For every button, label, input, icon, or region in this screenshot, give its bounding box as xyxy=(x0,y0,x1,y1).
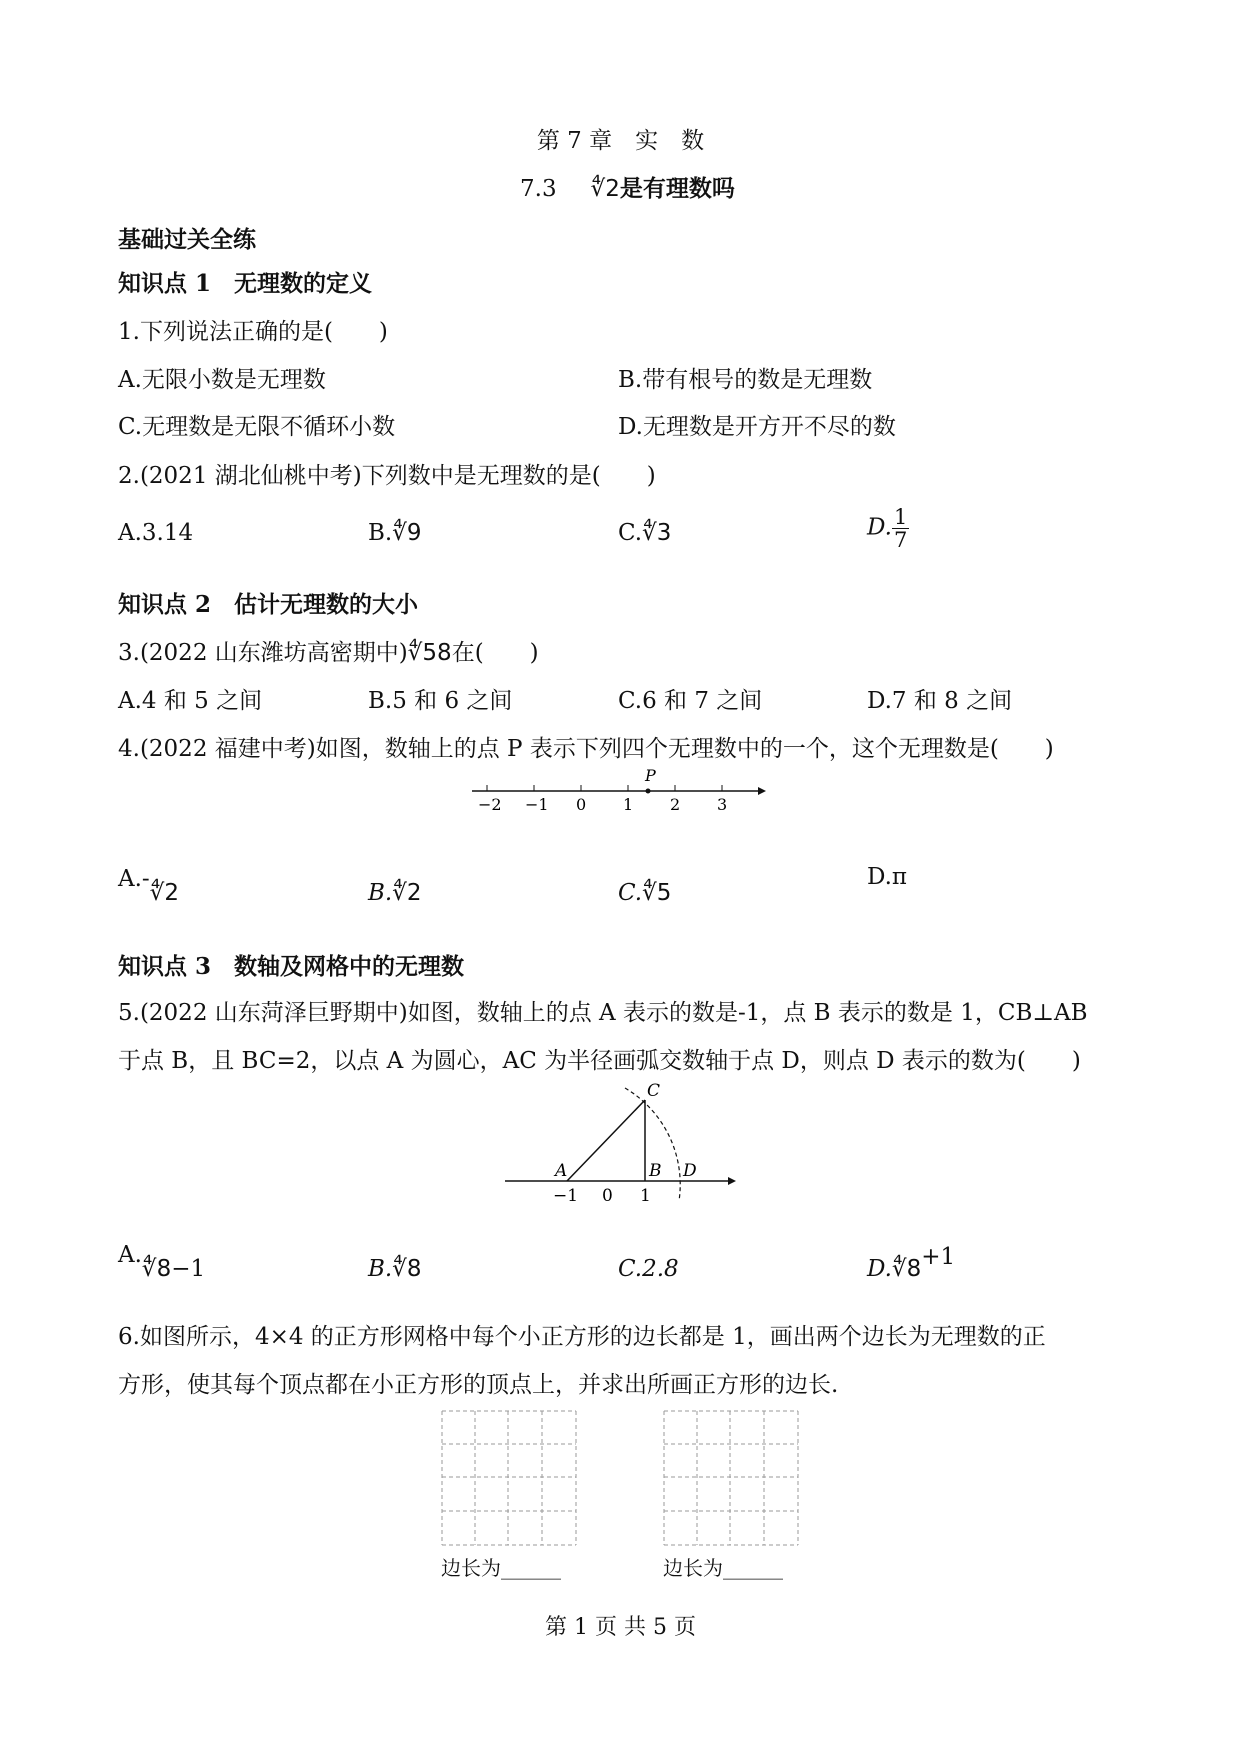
q2-option-b-radical: ∜9 xyxy=(392,520,422,546)
q2-option-d-fraction xyxy=(892,506,909,551)
q1-option-b[interactable]: B.带有根号的数是无理数 xyxy=(618,367,873,393)
q5-option-d-suffix: +1 xyxy=(921,1244,956,1270)
segment-ac xyxy=(567,1100,645,1181)
q4-option-b[interactable] xyxy=(368,880,422,906)
q4-option-a[interactable] xyxy=(118,866,179,906)
tick-label: 0 xyxy=(576,795,587,814)
q3-option-b[interactable]: B.5 和 6 之间 xyxy=(368,688,513,714)
chapter-title: 第 7 章 实 数 xyxy=(536,128,705,154)
q5-stem-line-2: 于点 B，且 BC=2，以点 A 为圆心，AC 为半径画弧交数轴于点 D，则点 D 表示的数为( ) xyxy=(118,1048,1081,1074)
q6-grid-left xyxy=(441,1410,577,1546)
q1-option-a[interactable]: A.无限小数是无理数 xyxy=(118,367,326,393)
fraction-numerator: 1 xyxy=(893,505,908,529)
q5-option-b[interactable] xyxy=(368,1256,422,1282)
q2-option-c-radical: ∜3 xyxy=(642,520,672,546)
q6-caption-left[interactable]: 边长为______ xyxy=(441,1556,561,1580)
q6-grid-right xyxy=(663,1410,799,1546)
q5-option-c-text: C.2.8 xyxy=(618,1256,679,1282)
q5-stem-line-1: 5.(2022 山东菏泽巨野期中)如图，数轴上的点 A 表示的数是-1，点 B 表示的数是 1，CB⊥AB xyxy=(118,1000,1088,1026)
q3-stem xyxy=(118,634,539,667)
point-d-label: D xyxy=(683,1161,697,1181)
q4-option-c[interactable] xyxy=(618,880,671,906)
tick-label: 2 xyxy=(670,795,681,814)
q5-option-b-letter: B. xyxy=(368,1256,393,1282)
q5-option-c[interactable] xyxy=(618,1256,679,1282)
q4-option-d[interactable]: D.π xyxy=(867,864,908,890)
q4-option-c-letter: C. xyxy=(618,880,643,906)
tick-label: 1 xyxy=(640,1186,651,1206)
q5-option-d-letter: D. xyxy=(867,1256,892,1282)
number-line-arrow xyxy=(758,787,766,795)
point-b-label: B xyxy=(649,1161,662,1181)
q4-option-c-radical: ∜5 xyxy=(642,880,672,906)
point-p-label: P xyxy=(645,766,656,785)
block-title: 基础过关全练 xyxy=(118,226,256,253)
page-footer: 第 1 页 共 5 页 xyxy=(545,1615,696,1640)
q2-option-d[interactable] xyxy=(867,506,909,551)
q5-option-a-suffix: −1 xyxy=(171,1256,206,1282)
q4-option-a-letter: A.- xyxy=(118,866,150,892)
arc-from-c xyxy=(625,1088,680,1201)
q1-option-c[interactable]: C.无理数是无限不循环小数 xyxy=(118,414,396,440)
knowledge-point-3: 知识点 3 数轴及网格中的无理数 xyxy=(118,953,465,980)
q4-stem: 4.(2022 福建中考)如图，数轴上的点 P 表示下列四个无理数中的一个，这个无理数是( ) xyxy=(118,736,1054,762)
q4-option-b-letter: B. xyxy=(368,880,393,906)
tick-label: 0 xyxy=(602,1186,613,1206)
section-title xyxy=(520,170,735,203)
q3-stem-radical: ∜58 xyxy=(407,640,452,666)
knowledge-point-2: 知识点 2 估计无理数的大小 xyxy=(118,591,419,618)
q3-option-d[interactable]: D.7 和 8 之间 xyxy=(867,688,1013,714)
tick-label: −1 xyxy=(553,1186,579,1206)
q3-stem-tail: 在( ) xyxy=(451,640,539,666)
q5-option-b-radical: ∜8 xyxy=(392,1256,422,1282)
tick-label: −2 xyxy=(478,795,502,814)
q5-option-a-radical: ∜8 xyxy=(141,1256,172,1282)
q2-stem: 2.(2021 湖北仙桃中考)下列数中是无理数的是( ) xyxy=(118,463,656,489)
tick-label: −1 xyxy=(525,795,549,814)
q6-stem-line-2: 方形，使其每个顶点都在小正方形的顶点上，并求出所画正方形的边长. xyxy=(118,1372,839,1398)
q2-option-b[interactable] xyxy=(368,520,422,546)
q5-option-a[interactable] xyxy=(118,1242,206,1282)
q2-option-d-letter: D. xyxy=(867,514,892,541)
point-c-label: C xyxy=(647,1081,661,1101)
q5-option-d-radical: ∜8 xyxy=(891,1256,922,1282)
q1-option-d[interactable]: D.无理数是开方开不尽的数 xyxy=(618,414,896,440)
number-line-arrow xyxy=(728,1177,736,1185)
q4-option-a-radical: ∜2 xyxy=(149,880,179,906)
q3-option-c[interactable]: C.6 和 7 之间 xyxy=(618,688,763,714)
knowledge-point-1: 知识点 1 无理数的定义 xyxy=(118,270,373,297)
q2-option-b-letter: B. xyxy=(368,520,393,546)
q4-option-b-radical: ∜2 xyxy=(392,880,422,906)
q2-option-a[interactable]: A.3.14 xyxy=(118,520,194,546)
q1-stem: 1.下列说法正确的是( ) xyxy=(118,319,388,345)
section-number: 7.3 xyxy=(520,176,557,202)
q3-option-a[interactable]: A.4 和 5 之间 xyxy=(118,688,263,714)
q6-caption-right[interactable]: 边长为______ xyxy=(663,1556,783,1580)
q5-option-d[interactable] xyxy=(867,1244,956,1282)
q2-option-c-letter: C. xyxy=(618,520,643,546)
q4-number-line-figure xyxy=(460,765,770,815)
tick-label: 3 xyxy=(717,795,728,814)
tick-label: 1 xyxy=(623,795,634,814)
section-title-text: 是有理数吗 xyxy=(619,175,735,202)
q3-stem-text: 3.(2022 山东潍坊高密期中) xyxy=(118,640,408,666)
q2-option-c[interactable] xyxy=(618,520,671,546)
q5-option-a-letter: A. xyxy=(118,1242,142,1268)
q6-stem-line-1: 6.如图所示，4×4 的正方形网格中每个小正方形的边长都是 1，画出两个边长为无理数的正 xyxy=(118,1324,1046,1350)
section-radical: ∜2 xyxy=(590,176,620,202)
fraction-denominator: 7 xyxy=(893,528,908,552)
point-a-label: A xyxy=(555,1161,568,1181)
q5-geometry-figure xyxy=(495,1078,740,1208)
point-p-dot xyxy=(646,789,651,794)
